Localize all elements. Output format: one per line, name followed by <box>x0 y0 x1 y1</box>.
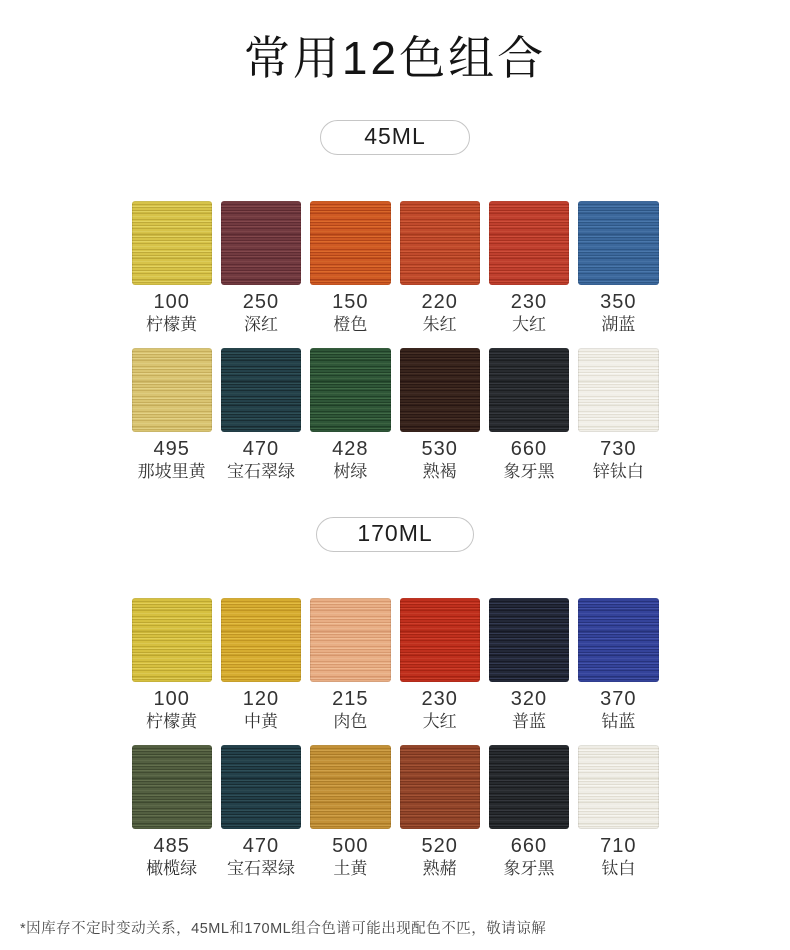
color-swatch-cell <box>132 348 212 482</box>
color-swatch-cell <box>221 745 301 879</box>
color-swatch <box>310 348 390 432</box>
color-code: 120 <box>242 687 280 710</box>
color-swatch <box>489 201 569 285</box>
color-name: 普蓝 <box>511 711 546 731</box>
color-code: 230 <box>510 290 548 313</box>
color-swatch <box>489 598 569 682</box>
color-code: 485 <box>153 834 190 857</box>
color-name: 柠檬黄 <box>146 711 198 731</box>
size-pill-wrap <box>0 120 790 155</box>
color-swatch <box>578 348 658 432</box>
color-name: 宝石翠绿 <box>226 461 295 481</box>
color-swatch <box>132 598 212 682</box>
color-code: 660 <box>510 834 548 857</box>
color-swatch-cell <box>221 598 301 732</box>
swatch-grid <box>132 201 659 482</box>
color-swatch <box>578 201 658 285</box>
color-name: 宝石翠绿 <box>226 858 295 878</box>
color-swatch-cell <box>132 745 212 879</box>
color-code: 370 <box>600 687 637 710</box>
color-name: 土黄 <box>333 858 368 878</box>
color-code: 530 <box>421 437 458 460</box>
color-swatch-cell <box>578 348 658 482</box>
color-name: 大红 <box>511 314 546 334</box>
color-name: 深红 <box>243 314 278 334</box>
color-code: 320 <box>510 687 548 710</box>
color-code: 428 <box>332 437 369 460</box>
size-pill-wrap <box>0 517 790 552</box>
color-swatch-cell <box>578 201 658 335</box>
swatch-grid <box>132 598 659 879</box>
sections-container <box>0 120 790 879</box>
color-swatch-cell <box>221 201 301 335</box>
color-name: 中黄 <box>243 711 278 731</box>
color-swatch <box>400 598 480 682</box>
color-code: 250 <box>242 290 280 313</box>
color-code: 495 <box>153 437 190 460</box>
color-swatch <box>310 201 390 285</box>
size-pill-45ml <box>320 120 470 155</box>
color-name: 熟赭 <box>422 858 457 878</box>
color-name: 锌钛白 <box>592 461 644 481</box>
color-swatch <box>578 745 658 829</box>
color-name: 树绿 <box>333 461 368 481</box>
color-swatch <box>221 201 301 285</box>
color-name: 象牙黑 <box>503 858 555 878</box>
color-code: 730 <box>600 437 637 460</box>
color-swatch <box>221 348 301 432</box>
color-swatch-cell <box>578 745 658 879</box>
size-section <box>0 517 790 879</box>
color-code: 470 <box>242 437 280 460</box>
color-swatch <box>489 348 569 432</box>
size-pill-label: 45ML <box>364 122 426 149</box>
color-swatch-cell <box>400 598 480 732</box>
color-code: 150 <box>332 290 369 313</box>
color-swatch-cell <box>132 201 212 335</box>
color-swatch <box>132 348 212 432</box>
color-name: 钴蓝 <box>601 711 636 731</box>
color-swatch-cell <box>400 348 480 482</box>
color-swatch <box>578 598 658 682</box>
color-name: 肉色 <box>333 711 368 731</box>
color-swatch <box>221 598 301 682</box>
color-name: 湖蓝 <box>601 314 636 334</box>
color-name: 钛白 <box>601 858 636 878</box>
page-title: 常用12色组合 <box>243 32 547 84</box>
color-name: 那坡里黄 <box>137 461 206 481</box>
color-name: 橄榄绿 <box>146 858 198 878</box>
color-name: 橙色 <box>333 314 368 334</box>
color-code: 230 <box>421 687 458 710</box>
color-swatch-cell <box>578 598 658 732</box>
color-swatch <box>489 745 569 829</box>
color-swatch-cell <box>400 745 480 879</box>
color-swatch-cell <box>310 348 390 482</box>
color-code: 220 <box>421 290 458 313</box>
color-swatch-cell <box>132 598 212 732</box>
color-swatch-cell <box>310 745 390 879</box>
color-swatch-cell <box>310 201 390 335</box>
color-name: 柠檬黄 <box>146 314 198 334</box>
color-swatch <box>132 745 212 829</box>
color-swatch-cell <box>489 598 569 732</box>
color-swatch <box>400 745 480 829</box>
color-swatch <box>310 745 390 829</box>
color-code: 660 <box>510 437 548 460</box>
color-swatch-cell <box>221 348 301 482</box>
color-swatch-cell <box>310 598 390 732</box>
color-swatch <box>221 745 301 829</box>
color-swatch <box>132 201 212 285</box>
size-pill-label: 170ML <box>357 519 433 546</box>
color-name: 朱红 <box>422 314 457 334</box>
color-code: 100 <box>153 687 190 710</box>
footnote: *因库存不定时变动关系，45ML和170ML组合色谱可能出现配色不匹，敬请谅解 <box>20 920 547 937</box>
color-swatch-cell <box>489 745 569 879</box>
color-code: 500 <box>332 834 369 857</box>
color-swatch-cell <box>489 201 569 335</box>
color-code: 215 <box>332 687 369 710</box>
color-code: 100 <box>153 290 190 313</box>
color-swatch-cell <box>400 201 480 335</box>
size-section <box>0 120 790 482</box>
color-code: 470 <box>242 834 280 857</box>
color-code: 350 <box>600 290 637 313</box>
color-swatch <box>400 201 480 285</box>
color-swatch-cell <box>489 348 569 482</box>
color-name: 象牙黑 <box>503 461 555 481</box>
size-pill-170ml <box>316 517 473 552</box>
color-name: 大红 <box>422 711 457 731</box>
color-name: 熟褐 <box>422 461 457 481</box>
color-swatch <box>400 348 480 432</box>
color-code: 520 <box>421 834 458 857</box>
color-code: 710 <box>600 834 637 857</box>
color-swatch <box>310 598 390 682</box>
